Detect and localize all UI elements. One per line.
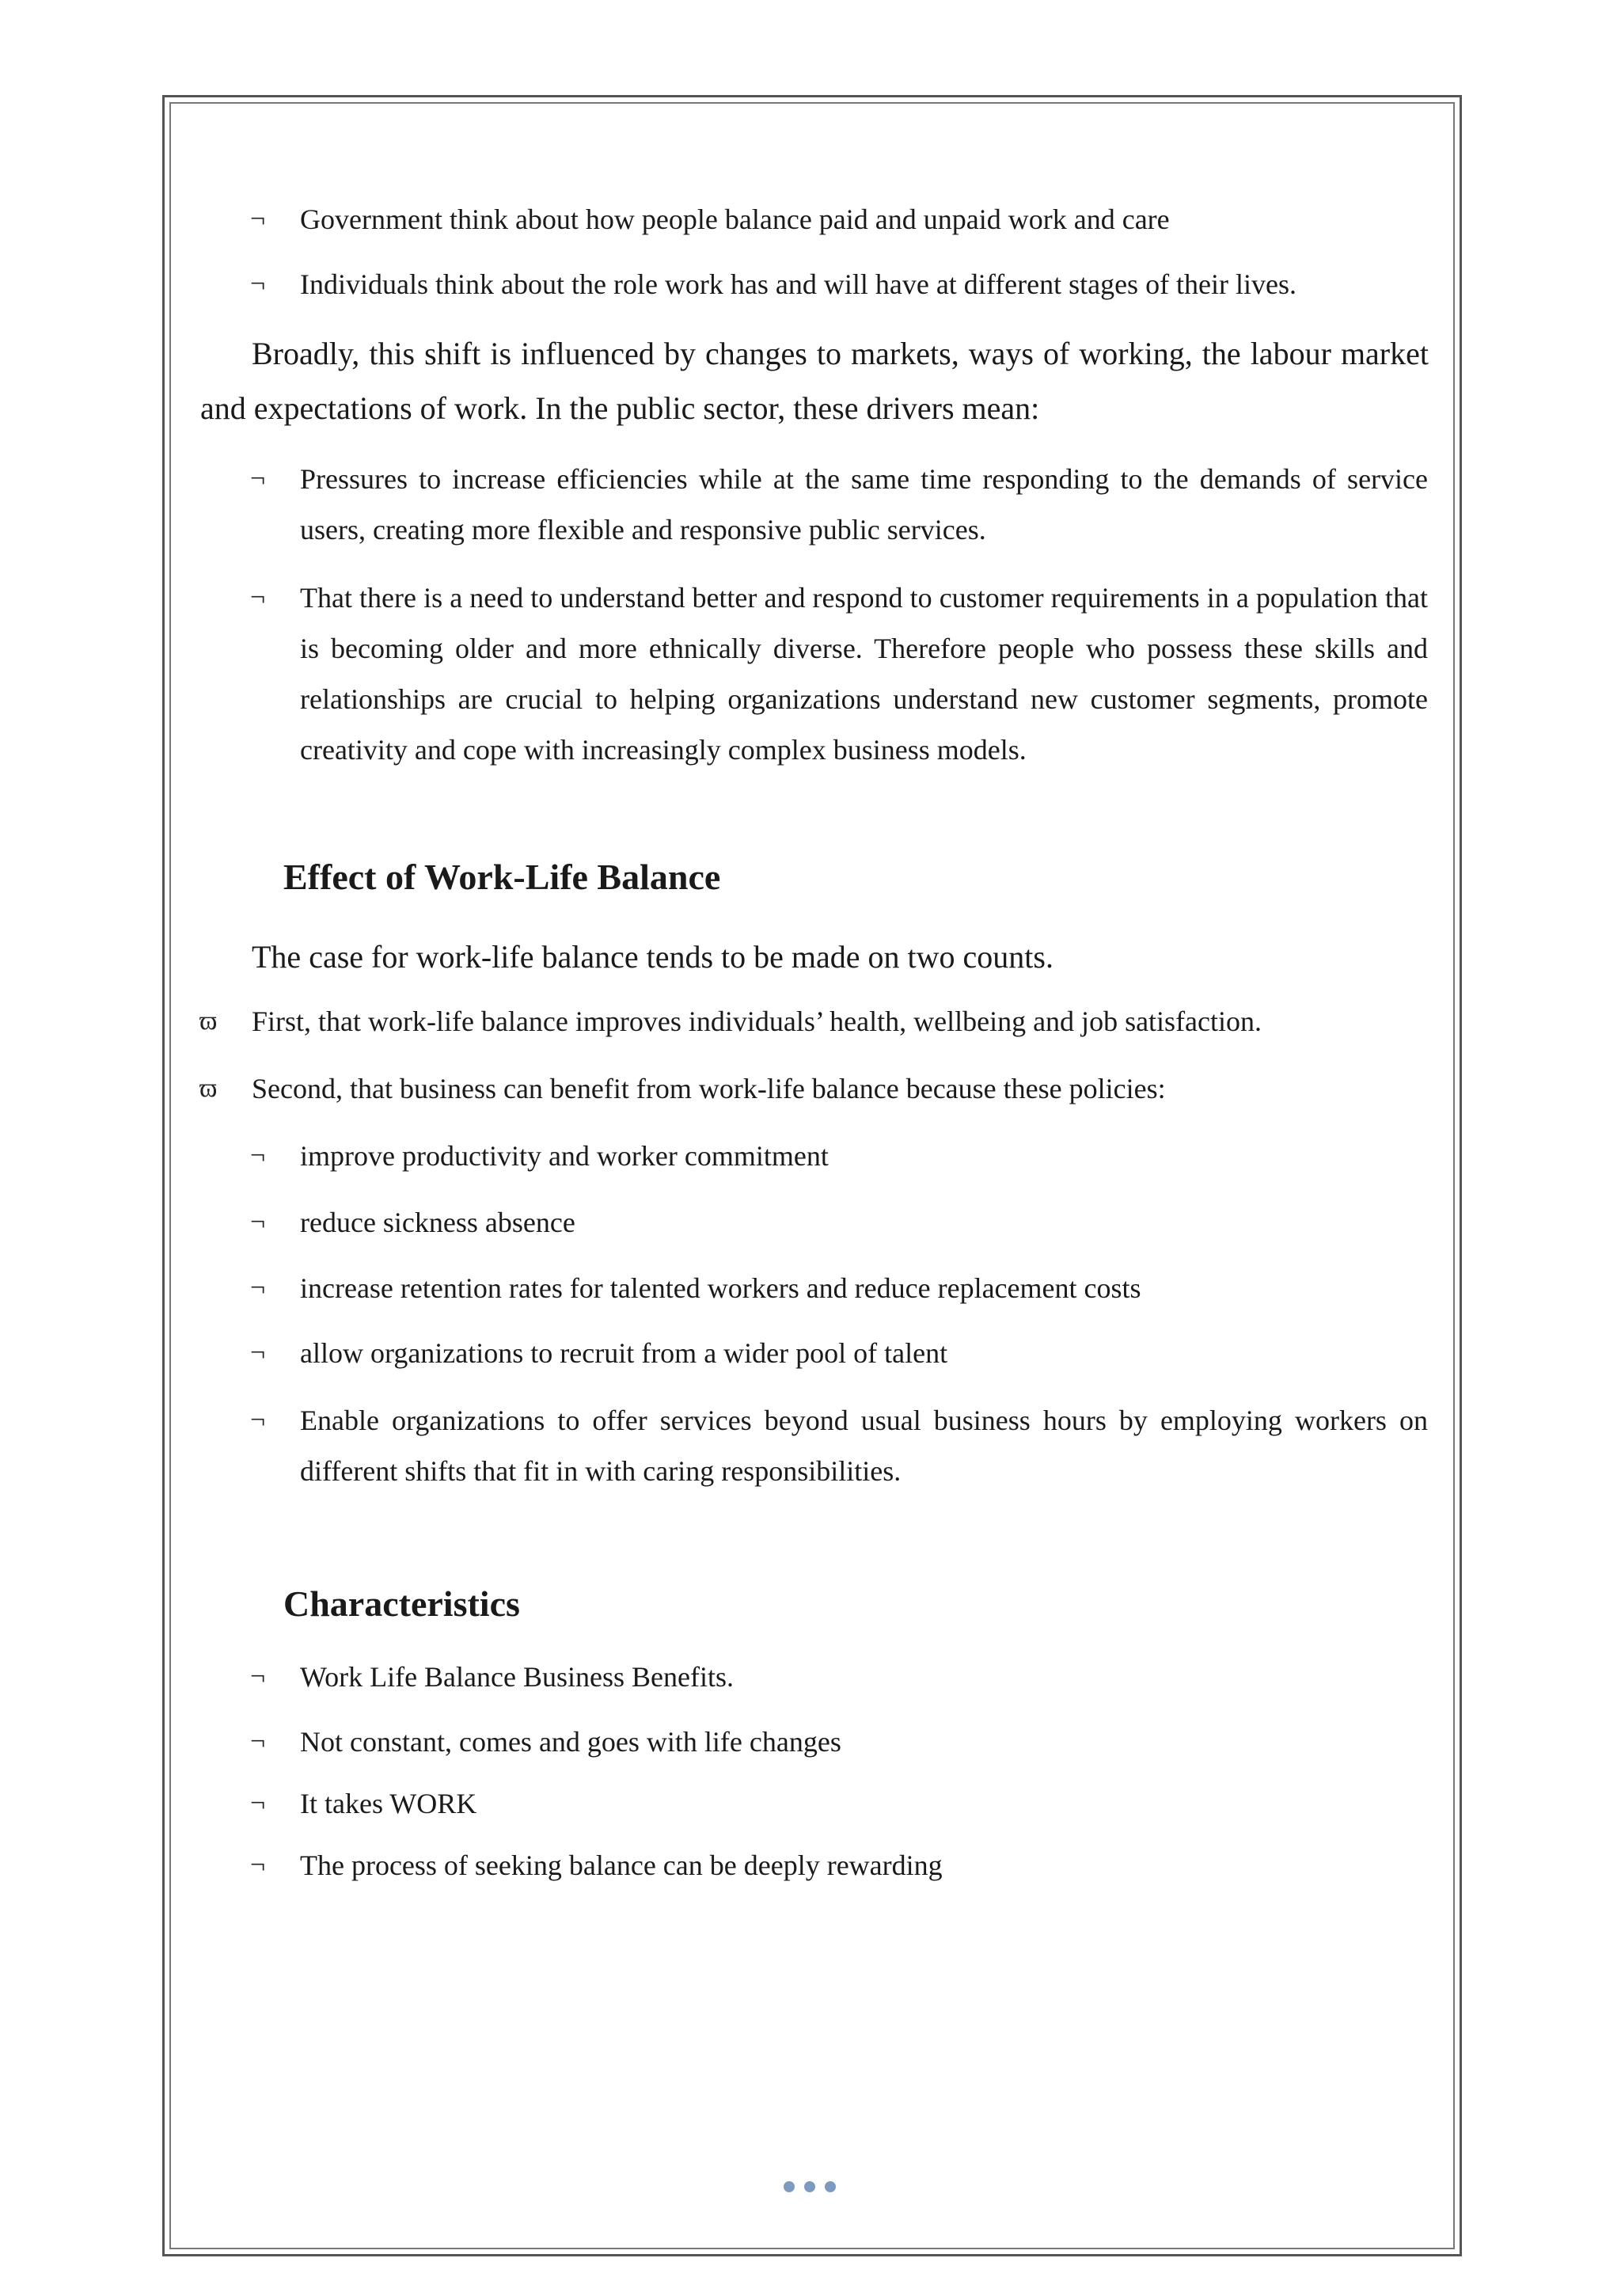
list-item: reduce sickness absence <box>300 1207 575 1238</box>
list-item: Enable organizations to offer services beyond usual business hours by employing workers on different shifts that fit in with caring responsibilities. <box>300 1405 1428 1487</box>
list-item: Individuals think about the role work has and will have at different stages of their lives. <box>300 268 1297 300</box>
list-item: That there is a need to understand better and respond to customer requirements in a population that is becoming older and more ethnically diverse. Therefore people who possess these skills and relationships are crucial to helping organizations understand new customer segments, promote creativity and cope with increasingly complex business models. <box>300 582 1428 766</box>
list-item: improve productivity and worker commitment <box>300 1140 829 1172</box>
neg-bullet-icon: ¬ <box>250 1207 266 1237</box>
varpi-bullet-icon: ϖ <box>199 1074 218 1103</box>
list-item: Pressures to increase efficiencies while at the same time responding to the demands of service users, creating more flexible and responsive public services. <box>300 463 1428 545</box>
neg-bullet-icon: ¬ <box>250 204 266 234</box>
neg-bullet-icon: ¬ <box>250 1727 266 1756</box>
neg-bullet-icon: ¬ <box>250 1405 266 1435</box>
list-item: Work Life Balance Business Benefits. <box>300 1661 734 1693</box>
neg-bullet-icon: ¬ <box>250 1850 266 1880</box>
neg-bullet-icon: ¬ <box>250 1273 266 1302</box>
varpi-bullet-icon: ϖ <box>199 1006 218 1036</box>
list-item: increase retention rates for talented workers and reduce replacement costs <box>300 1272 1141 1304</box>
list-item: The process of seeking balance can be deeply rewarding <box>300 1849 943 1881</box>
section-intro: The case for work-life balance tends to be made on two counts. <box>252 939 1053 975</box>
neg-bullet-icon: ¬ <box>250 464 266 493</box>
body-paragraph: Broadly, this shift is influenced by changes to markets, ways of working, the labour market and expectations of work. In the public sector, these drivers mean: <box>200 336 1429 426</box>
neg-bullet-icon: ¬ <box>250 1141 266 1170</box>
list-item: First, that work-life balance improves individuals’ health, wellbeing and job satisfaction. <box>252 1005 1262 1037</box>
section-heading-characteristics: Characteristics <box>283 1583 520 1624</box>
list-item: It takes WORK <box>300 1788 477 1819</box>
neg-bullet-icon: ¬ <box>250 1662 266 1691</box>
list-item: Not constant, comes and goes with life changes <box>300 1726 841 1758</box>
list-item: Government think about how people balance paid and unpaid work and care <box>300 203 1170 235</box>
list-item: allow organizations to recruit from a wider pool of talent <box>300 1337 948 1369</box>
neg-bullet-icon: ¬ <box>250 1789 266 1818</box>
neg-bullet-icon: ¬ <box>250 583 266 612</box>
dot-icon <box>784 2181 795 2192</box>
list-item: Second, that business can benefit from work-life balance because these policies: <box>252 1073 1166 1104</box>
neg-bullet-icon: ¬ <box>250 269 266 298</box>
neg-bullet-icon: ¬ <box>250 1338 266 1367</box>
page-dots <box>784 2181 836 2192</box>
dot-icon <box>825 2181 836 2192</box>
dot-icon <box>804 2181 815 2192</box>
section-heading-effect: Effect of Work-Life Balance <box>283 857 721 897</box>
